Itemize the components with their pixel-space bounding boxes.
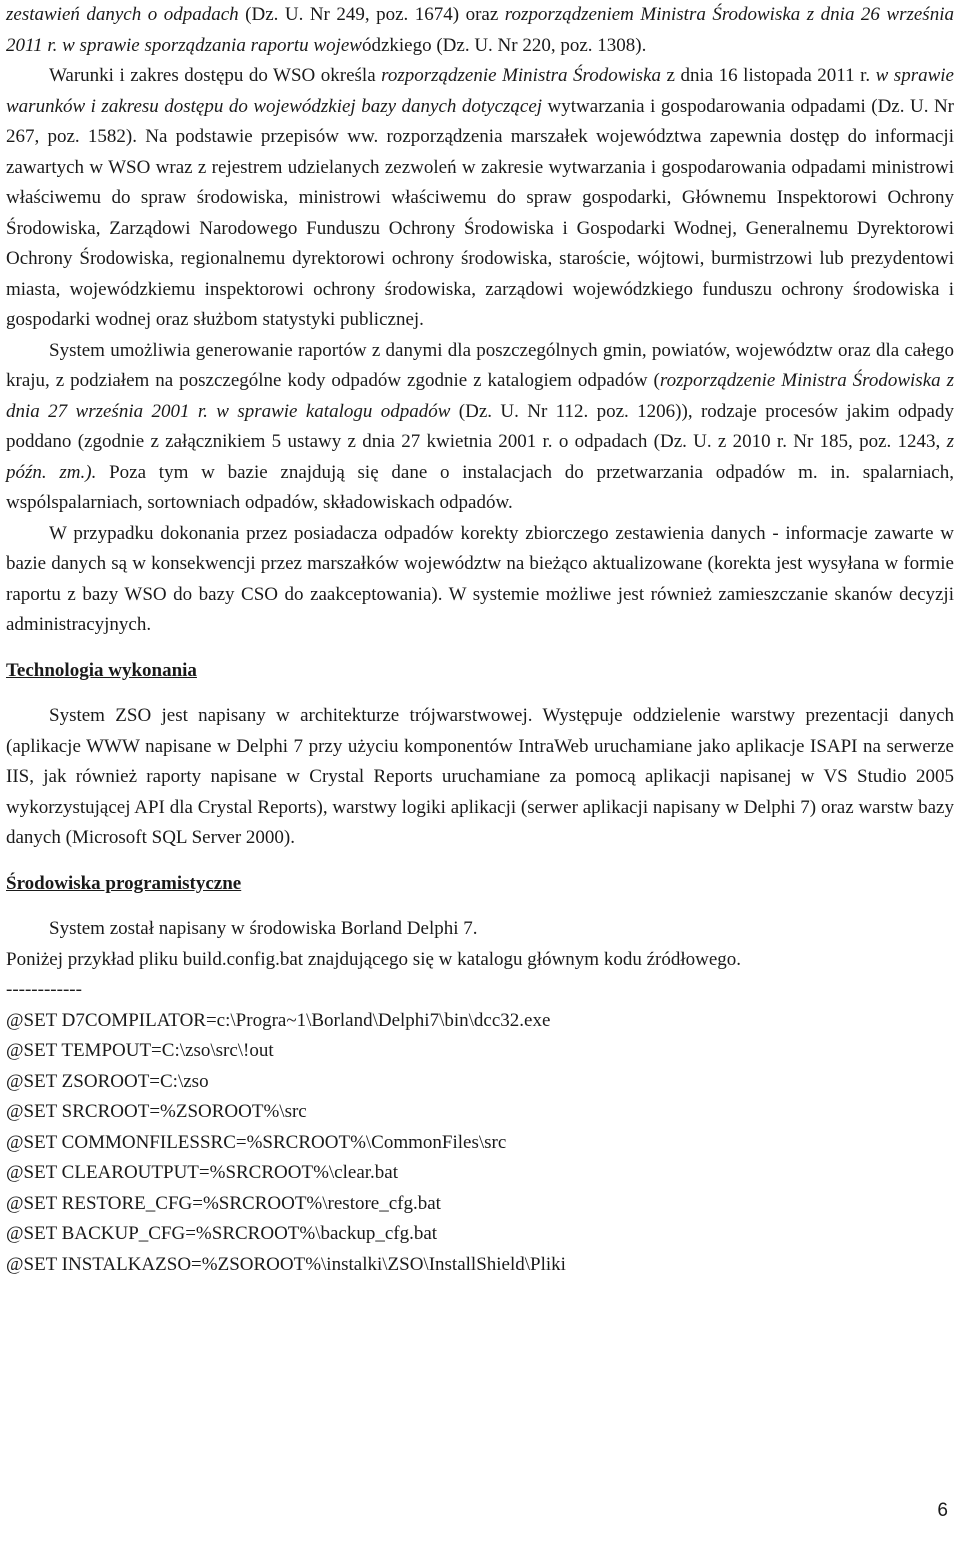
paragraph-3 — [6, 336, 954, 519]
code-line: @SET D7COMPILATOR=c:\Progra~1\Borland\Delphi7\bin\dcc32.exe — [6, 1009, 551, 1031]
code-line: @SET CLEAROUTPUT=%SRCROOT%\clear.bat — [6, 1162, 399, 1183]
italic-text: rozporządzenie Ministra Środowiska — [381, 65, 661, 86]
paragraph-5: System ZSO jest napisany w architekturze trójwarstwowej. Występuje oddzielenie warstwy prezentacji danych (aplikacje WWW napisane w Delphi 7 przy użyciu komponentów IntraWeb uruchamiane jako aplikacje ISAPI na serwerze IIS, jak również raporty napisane w Crystal Reports uruchamiane za pomocą aplikacji napisanej w VS Studio 2005 wykorzystującej API dla Crystal Reports), warstwy logiki aplikacji (serwer aplikacji napisany w Delphi 7) oraz warstw bazy danych (Microsoft SQL Server 2000). — [6, 705, 954, 848]
italic-text: rozporządzeniem Ministra Środowiska z dnia 26 września 2011 r. w sprawie sporządzania raportu wojew — [6, 4, 954, 56]
text: wytwarzania i gospodarowania odpadami (Dz. U. Nr 267, poz. 1582). Na podstawie przepisów ww. rozporządzenia marszałek województwa zapewnia dostęp do informacji zawartych w WSO wraz z rejestrem udzielanych zezwoleń w zakresie wytwarzania i gospodarowania odpadami ministrowi właściwemu do spraw środowiska, ministrowi właściwemu do spraw gospodarki, Głównemu Inspektorowi Ochrony Środowiska, Zarządowi Narodowego Funduszu Ochrony Środowiska i Gospodarki Wodnej, Generalnemu Dyrektorowi Ochrony Środowiska, regionalnemu dyrektorowi ochrony środowiska, staroście, wójtowi, burmistrzowi lub prezydentowi miasta, wojewódzkiemu inspektorowi ochrony środowiska, zarządowi wojewódzkiego funduszu ochrony środowiska i gospodarki wodnej oraz służbom statystyki publicznej. — [6, 95, 954, 330]
code-line: @SET BACKUP_CFG=%SRCROOT%\backup_cfg.bat — [6, 1223, 438, 1244]
code-line: @SET ZSOROOT=C:\zso — [6, 1070, 209, 1092]
italic-text: rozporządzenie Ministra Środowiska z dnia 27 września 2001 r. w sprawie katalogu odpadów — [6, 370, 954, 422]
text: ódzkiego (Dz. U. Nr 220, poz. 1308). — [361, 34, 647, 56]
spacer — [6, 686, 954, 701]
code-block — [6, 975, 954, 1280]
text: System umożliwia generowanie raportów z danymi dla poszczególnych gmin, powiatów, województw oraz dla całego kraju, z podziałem na poszczególne kody odpadów zgodnie z katalogiem odpadów ( — [6, 339, 954, 391]
document-page — [6, 0, 954, 1541]
text: (Dz. U. Nr 249, poz. 1674) oraz — [238, 4, 505, 25]
code-separator: ------------ — [6, 979, 82, 1000]
paragraph-2 — [6, 61, 954, 336]
section-heading-environments: Środowiska programistyczne — [6, 872, 242, 894]
text: Warunki i zakres dostępu do WSO określa — [49, 65, 382, 86]
text: (Dz. U. Nr 112. poz. 1206)), rodzaje procesów jakim odpady poddano (zgodnie z załącznikiem 5 ustawy z dnia 27 kwietnia 2001 r. o odpadach (Dz. U. z 2010 r. Nr 185, poz. 1243, — [6, 400, 954, 452]
text: z dnia 16 listopada 2011 r. — [661, 65, 876, 86]
code-line: @SET TEMPOUT=C:\zso\src\!out — [6, 1040, 274, 1061]
paragraph-7: Poniżej przykład pliku build.config.bat znajdującego się w katalogu głównym kodu źródłowego. — [6, 948, 742, 970]
spacer — [6, 854, 954, 869]
paragraph-4: W przypadku dokonania przez posiadacza odpadów korekty zbiorczego zestawienia danych - informacje zawarte w bazie danych są w konsekwencji przez marszałków województw na bieżąco aktualizowane (korekta jest wysyłana w formie raportu z bazy WSO do bazy CSO do zaakceptowania). W systemie możliwe jest również zamieszczanie skanów decyzji administracyjnych. — [6, 522, 954, 635]
text: Poza tym w bazie znajdują się dane o instalacjach do przetwarzania odpadów m. in. spalarniach, wspólspalarniach, sortowniach odpadów, składowiskach odpadów. — [6, 461, 954, 513]
code-line: @SET SRCROOT=%ZSOROOT%\src — [6, 1101, 307, 1122]
page-number: 6 — [937, 1500, 948, 1521]
code-line: @SET COMMONFILESSRC=%SRCROOT%\CommonFiles\src — [6, 1131, 507, 1153]
section-heading-technology: Technologia wykonania — [6, 659, 197, 681]
paragraph-6: System został napisany w środowiska Borland Delphi 7. — [49, 918, 478, 939]
code-line: @SET INSTALKAZSO=%ZSOROOT%\instalki\ZSO\InstallShield\Pliki — [6, 1253, 566, 1275]
italic-text: zestawień danych o odpadach — [6, 4, 239, 25]
paragraph-1 — [6, 0, 954, 61]
spacer — [6, 641, 954, 656]
code-line: @SET RESTORE_CFG=%SRCROOT%\restore_cfg.bat — [6, 1192, 441, 1214]
italic-text: z późn. zm.). — [6, 431, 954, 483]
spacer — [6, 899, 954, 914]
italic-text: w sprawie warunków i zakresu dostępu do wojewódzkiej bazy danych dotyczącej — [6, 65, 954, 117]
